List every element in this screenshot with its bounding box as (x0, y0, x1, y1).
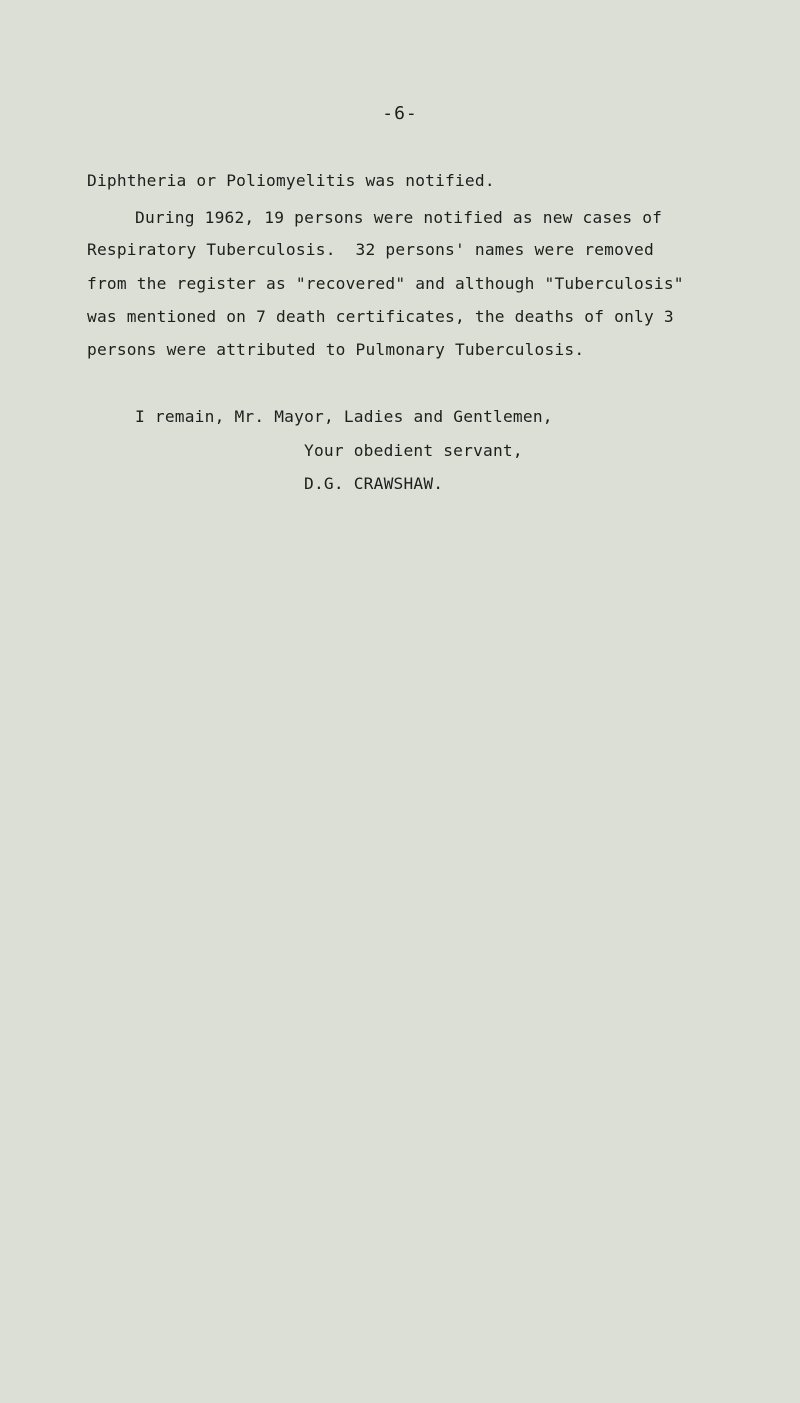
body-line: from the register as "recovered" and although "Tuberculosis" (87, 274, 684, 293)
body-line: was mentioned on 7 death certificates, the deaths of only 3 (87, 307, 674, 326)
signature-name: D.G. CRAWSHAW. (304, 474, 444, 493)
body-line: persons were attributed to Pulmonary Tuberculosis. (87, 340, 585, 359)
page-number: -6- (382, 103, 418, 124)
body-line: Diphtheria or Poliomyelitis was notified. (87, 171, 495, 190)
body-line: Respiratory Tuberculosis. 32 persons' names were removed (87, 240, 654, 259)
closing-salutation: I remain, Mr. Mayor, Ladies and Gentlemen, (135, 407, 553, 426)
closing-valediction: Your obedient servant, (304, 441, 523, 460)
body-line: During 1962, 19 persons were notified as new cases of (135, 208, 663, 227)
